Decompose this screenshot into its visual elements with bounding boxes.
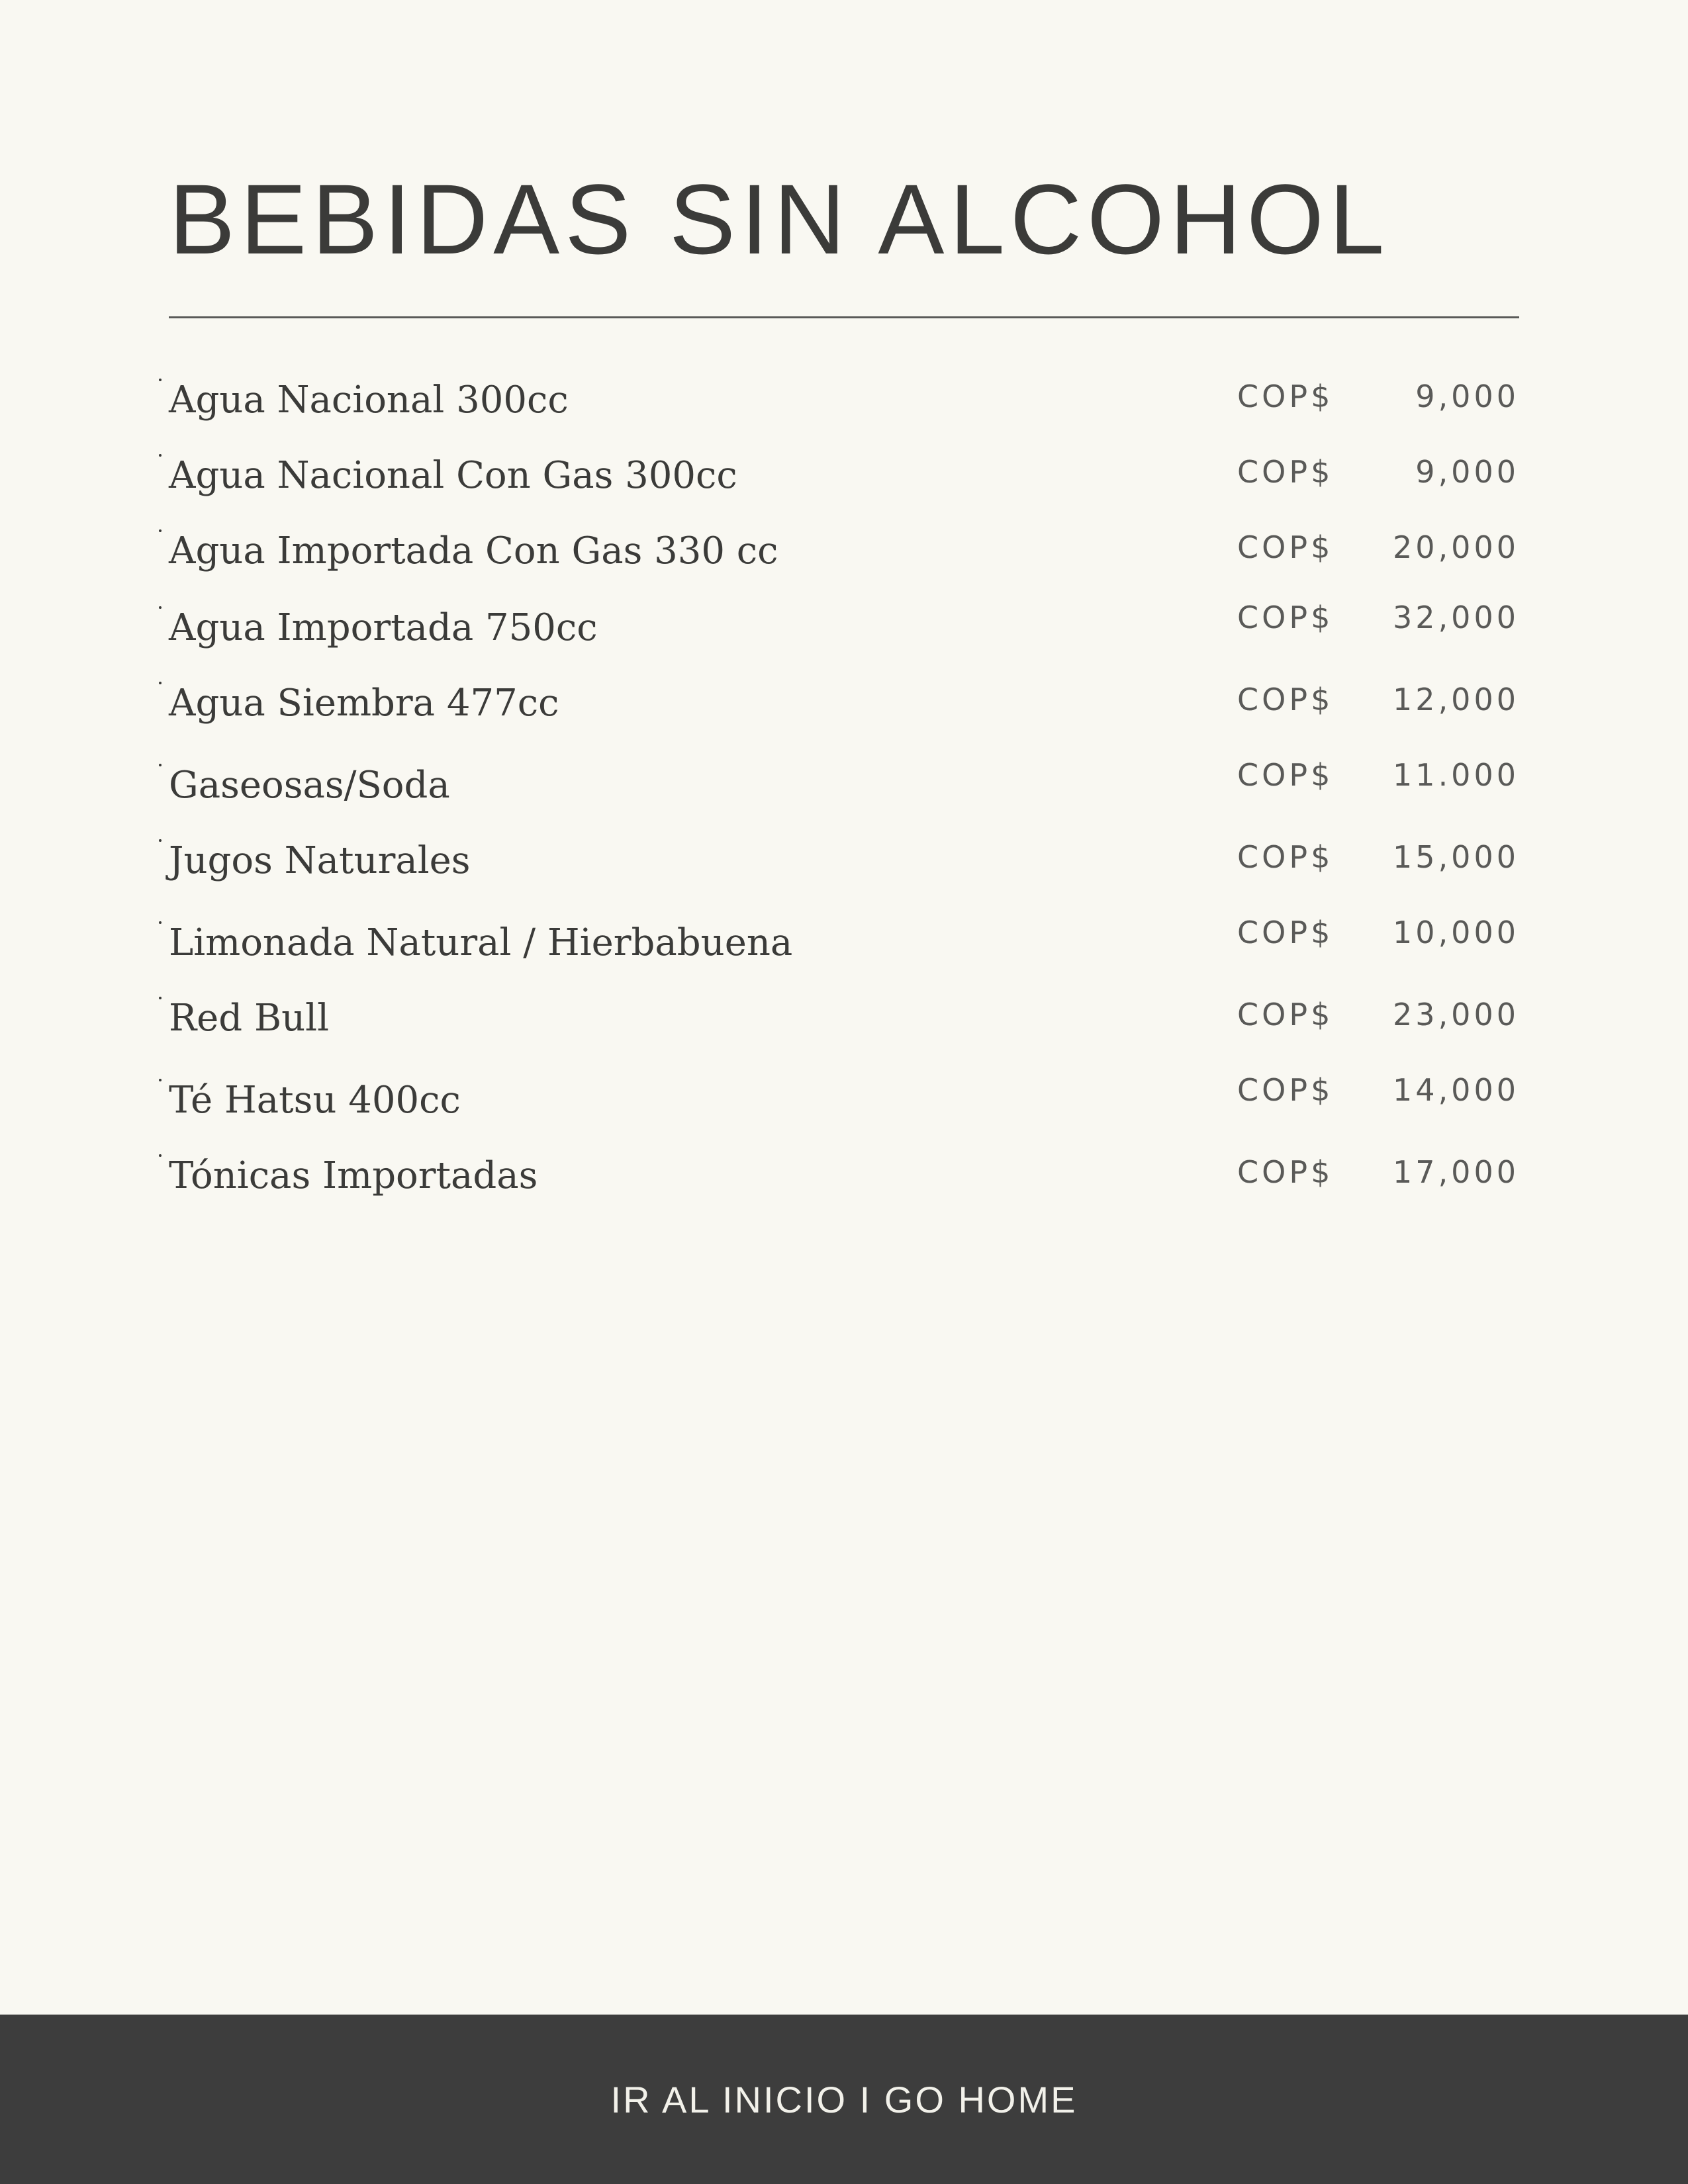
menu-item-currency: COP$ [1237, 379, 1334, 414]
menu-item-currency: COP$ [1237, 529, 1334, 565]
menu-item-currency: COP$ [1237, 757, 1334, 793]
menu-item [169, 374, 1519, 427]
menu-item-price: 12,000 [1393, 682, 1519, 717]
menu-item-name: • Té Hatsu 400cc [169, 1079, 461, 1122]
menu-item [169, 449, 1519, 502]
menu-item-price: 9,000 [1415, 454, 1519, 490]
menu-item-currency: COP$ [1237, 1072, 1334, 1108]
menu-item-currency: COP$ [1237, 1154, 1334, 1190]
menu-item-currency: COP$ [1237, 915, 1334, 950]
menu-item-name: • Agua Nacional Con Gas 300cc [169, 454, 737, 497]
go-home-link[interactable]: IR AL INICIO I GO HOME [610, 2078, 1078, 2120]
menu-item-price: 17,000 [1393, 1154, 1519, 1190]
menu-item-price: 14,000 [1393, 1072, 1519, 1108]
page-title: BEBIDAS SIN ALCOHOL [169, 163, 1390, 275]
menu-item-price: 9,000 [1415, 379, 1519, 414]
menu-item-currency: COP$ [1237, 839, 1334, 875]
menu-item-name: • Red Bull [169, 997, 329, 1040]
menu-item-name: • Jugos Naturales [169, 839, 471, 882]
menu-item [169, 1150, 1519, 1203]
menu-item-name: • Gaseosas/Soda [169, 764, 450, 807]
drinks-menu-list [169, 0, 1519, 1257]
footer-bar [0, 2015, 1688, 2184]
menu-item-currency: COP$ [1237, 600, 1334, 635]
menu-item-name: • Agua Importada Con Gas 330 cc [169, 529, 778, 572]
menu-item-price: 23,000 [1393, 997, 1519, 1032]
menu-item-currency: COP$ [1237, 997, 1334, 1032]
menu-item [169, 1074, 1519, 1127]
menu-item-price: 32,000 [1393, 600, 1519, 635]
menu-item-name: • Agua Siembra 477cc [169, 682, 559, 725]
menu-item-price: 20,000 [1393, 529, 1519, 565]
menu-item-name: • Tónicas Importadas [169, 1154, 538, 1197]
menu-item [169, 917, 1519, 970]
menu-item-name: • Agua Nacional 300cc [169, 379, 569, 422]
menu-item [169, 992, 1519, 1045]
menu-item [169, 602, 1519, 655]
menu-item-currency: COP$ [1237, 454, 1334, 490]
menu-item [169, 759, 1519, 812]
menu-item-currency: COP$ [1237, 682, 1334, 717]
menu-item-price: 10,000 [1393, 915, 1519, 950]
menu-item [169, 677, 1519, 730]
menu-item-name: • Agua Importada 750cc [169, 606, 598, 649]
menu-item-price: 15,000 [1393, 839, 1519, 875]
menu-item [169, 525, 1519, 578]
menu-item-price: 11.000 [1393, 757, 1519, 793]
menu-item-name: • Limonada Natural / Hierbabuena [169, 921, 793, 964]
menu-item [169, 835, 1519, 887]
